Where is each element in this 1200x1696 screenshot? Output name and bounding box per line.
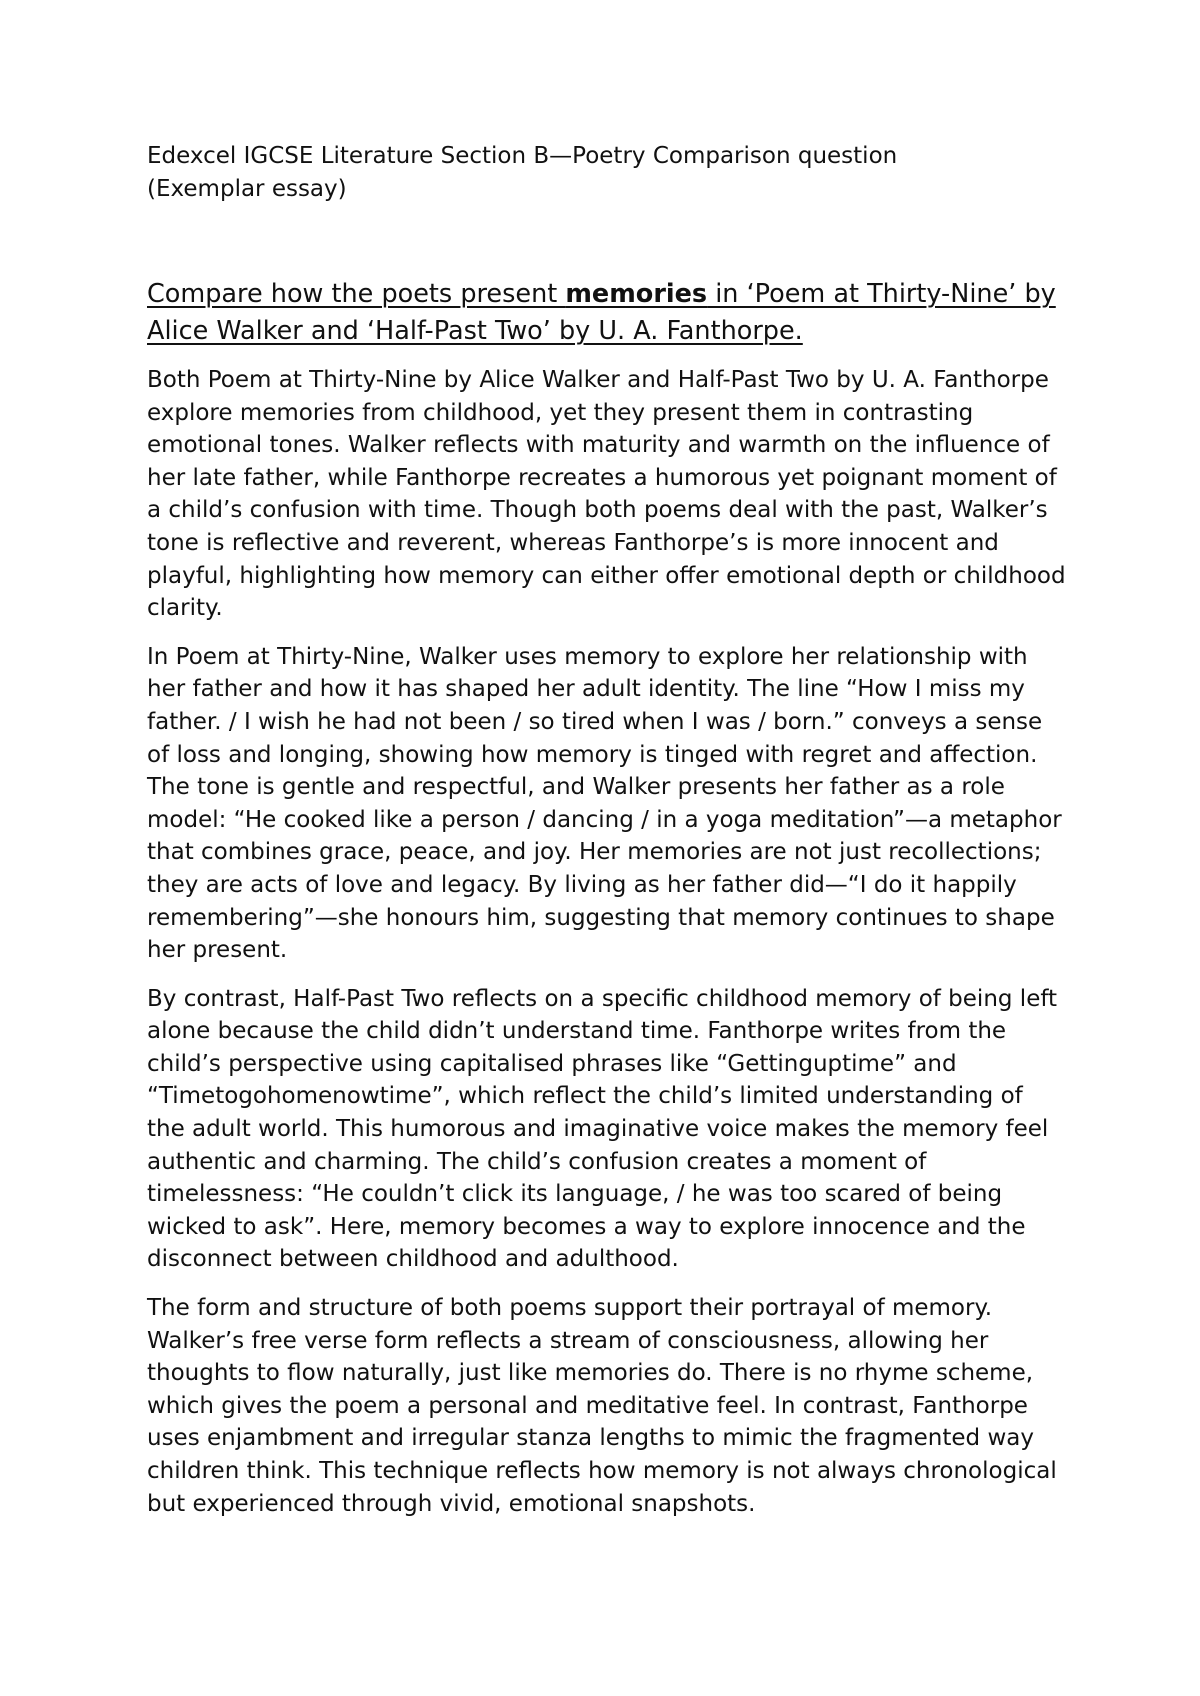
essay-paragraph-fanthorpe: By contrast, Half-Past Two reflects on a specific childhood memory of being left alone because the child didn’t understand time. Fanthorpe writes from the child’s perspective using capitalised phrases like “Gettinguptime” and “Timetogohomenowtime”, which reflect the child’s limited understanding of the adult world. This humorous and imaginative voice makes the memory feel authentic and charming. The child’s confusion creates a moment of timelessness: “He couldn’t click its language, / he was too scared of being wicked to ask”. Here, memory becomes a way to explore innocence and the disconnect between childhood and adulthood. <box>147 985 1058 1273</box>
question-keyword: memories <box>565 279 708 309</box>
question-prefix: Compare how the poets present <box>147 279 566 309</box>
document-page <box>147 140 1067 1536</box>
header-line-1: Edexcel IGCSE Literature Section B—Poetry Comparison question <box>147 143 898 169</box>
header-line-2: (Exemplar essay) <box>147 176 347 202</box>
essay-paragraph-introduction: Both Poem at Thirty-Nine by Alice Walker and Half-Past Two by U. A. Fanthorpe explore memories from childhood, yet they present them in contrasting emotional tones. Walker reflects with maturity and warmth on the influence of her late father, while Fanthorpe recreates a humorous yet poignant moment of a child’s confusion with time. Though both poems deal with the past, Walker’s tone is reflective and reverent, whereas Fanthorpe’s is more innocent and playful, highlighting how memory can either offer emotional depth or childhood clarity. <box>147 367 1066 622</box>
essay-question <box>147 276 1067 350</box>
essay-paragraph-form-structure: The form and structure of both poems support their portrayal of memory. Walker’s free verse form reflects a stream of consciousness, allowing her thoughts to flow naturally, just like memories do. There is no rhyme scheme, which gives the poem a personal and meditative feel. In contrast, Fanthorpe uses enjambment and irregular stanza lengths to mimic the fragmented way children think. This technique reflects how memory is not always chronological but experienced through vivid, emotional snapshots. <box>147 1295 1057 1517</box>
document-header <box>147 140 1067 206</box>
question-suffix: in ‘Poem at Thirty-Nine’ by Alice Walker and ‘Half-Past Two’ by U. A. Fanthorpe. <box>147 279 1056 346</box>
essay-paragraph-walker: In Poem at Thirty-Nine, Walker uses memory to explore her relationship with her father and how it has shaped her adult identity. The line “How I miss my father. / I wish he had not been / so tired when I was / born.” conveys a sense of loss and longing, showing how memory is tinged with regret and affection. The tone is gentle and respectful, and Walker presents her father as a role model: “He cooked like a person / dancing / in a yoga meditation”—a metaphor that combines grace, peace, and joy. Her memories are not just recollections; they are acts of love and legacy. By living as her father did—“I do it happily remembering”—she honours him, suggesting that memory continues to shape her present. <box>147 643 1062 964</box>
